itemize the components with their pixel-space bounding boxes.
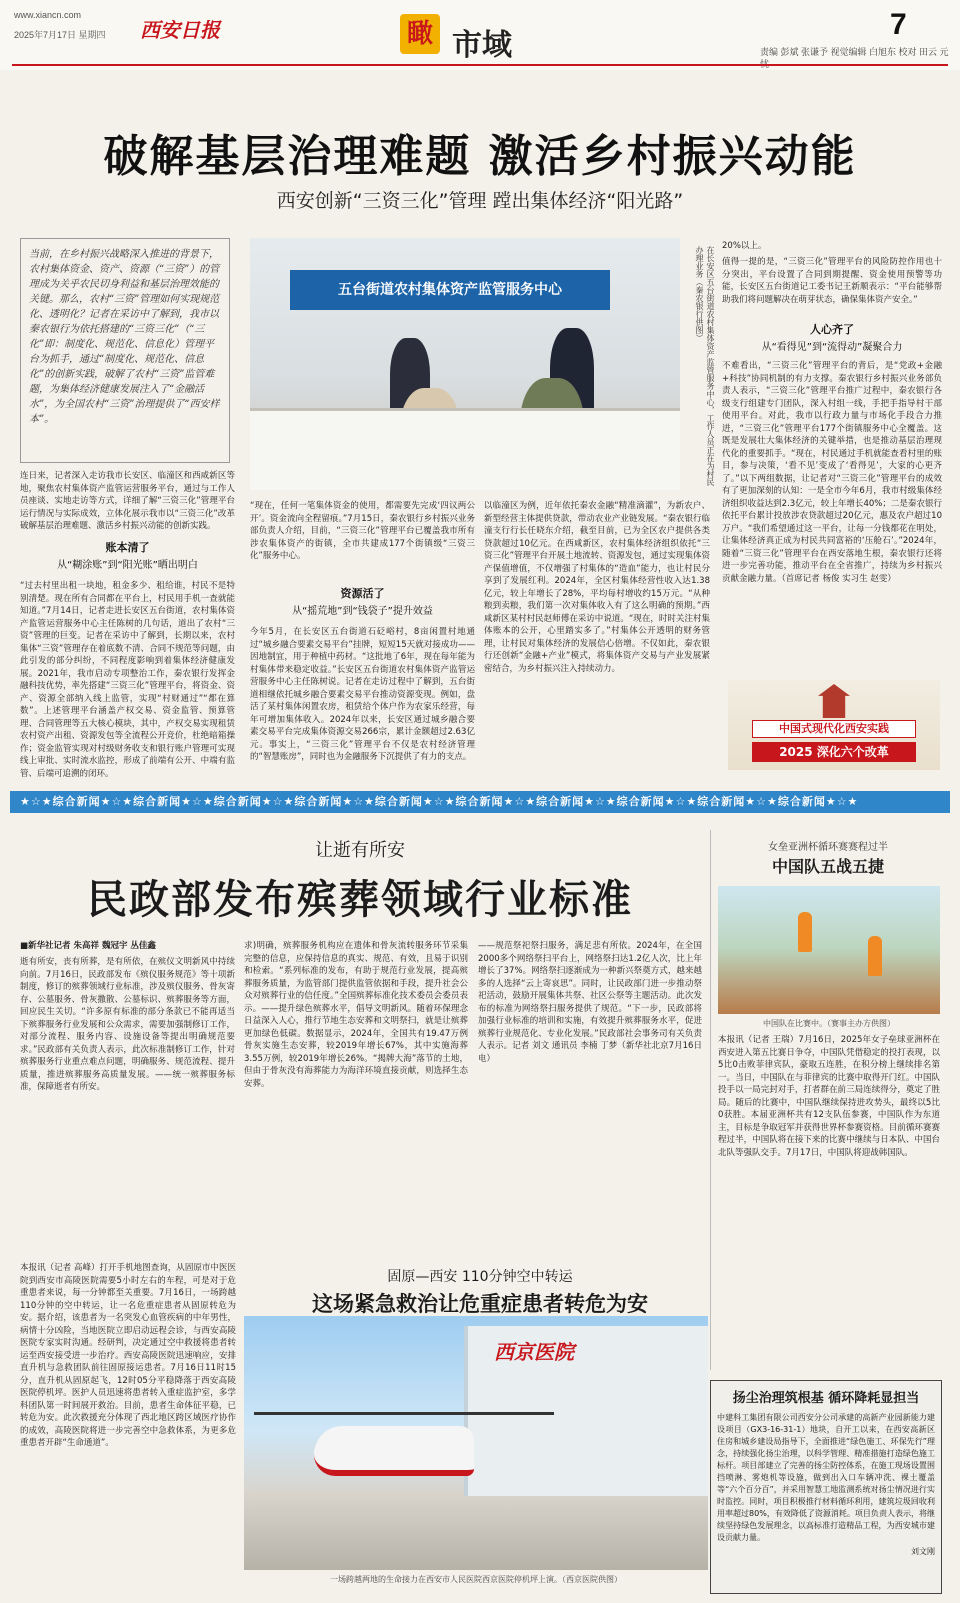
player-runner [868,936,882,976]
page-number: 7 [890,8,907,41]
player-batter [798,912,812,952]
story1-col2-body2: 今年5月，在长安区五台街道石砭峪村，8亩闲置村地通过“城乡融合要素交易平台”挂牌，短短15天就对接成功——因地制宜，用于种植中药材。“这批地了6年，现在每年能为村集体带来稳定收益。”长安区五台街道农村集体资产监管运营服务中心主任陈树说。记者在走访过程中了解到，五台街道相继依托城乡融合要素交易平台推动资源变现。例如，盘活了某村集体闲置农房，租赁给个体户作为农家乐经营，每年可增加集体收入。2024年以来，长安区通过城乡融合要素交易平台完成集体资源交易266宗，累计金额超过2.63亿元。事实上，“三资三化”管理平台不仅是农村经济管理的“智慧账房”，同时也为金融服务下沉提供了有力的支点。 [250,627,475,762]
story1-subhead-2 [250,586,475,617]
story3-body: 本报讯（记者 高峰）打开手机地图查询，从固原市中医医院到西安市高陵医院需要5小时左右的车程，可是对于危重患者来说，每一分钟都至关重要。7月16日，一场跨越110分钟的空中转运，让一名危重症患者从固原转危为安。据介绍，该患者为一名突发心血管疾病的中年男性，病情十分凶险，当地医院立即启动远程会诊，与西安高陵医院专家实时沟通。经研判，决定通过空中救援将患者转运至西安接受进一步治疗。西安高陵医院迅速响应，安排直升机与急救团队前往固原接运患者。7月16日11时15分，直升机从固原起飞，12时05分平稳降落于西安高陵医院停机坪。医护人员迅速将患者转入重症监护室，多学科团队第一时间展开救治。目前，患者生命体征平稳，已转危为安。此次救援充分体现了西北地区跨区域医疗协作的成效，高陵医院将进一步完善空中急救体系，为更多危重患者开辟“生命通道”。 [20,1263,236,1448]
paper-logo: 西安日报 [140,18,220,42]
story2-headline: 民政部发布殡葬领域行业标准 [87,877,633,923]
story2-byline: ■新华社记者 朱高祥 魏冠宇 丛佳鑫 [20,941,156,951]
helicopter-caption: 一场跨越两地的生命接力在西安市人民医院西京医院停机坪上演。（西京医院供图） [330,1575,622,1584]
softball-body: 本报讯（记者 王瑞）7月16日，2025年女子垒球亚洲杯在西安进入第五比赛日争夺，中国队凭借稳定的投打表现，以5比0击败菲律宾队，豪取五连胜，在积分榜上继续排名第一。当日，中国队在与菲律宾的比赛中取得开门红。中国队投手以一局完封对手，打者群在前三局连续得分，奠定了胜局。随后的比赛中，中国队继续保持进攻势头，最终以5比0获胜。本届亚洲杯共有12支队伍参赛，中国队作为东道主，目标是争取冠军并获得世界杯参赛资格。目前循环赛赛程过半，中国队将在接下来的比赛中继续与日本队、中国台北队等强队交手。7月17日，中国队将迎战韩国队。 [718,1035,940,1158]
helicopter-photo [244,1316,708,1570]
story2-col2: 求)明确，殡葬服务机构应在遗体和骨灰流转服务环节采集完整的信息，应保持信息的真实、规范、有效，且易于识别和检索。“系列标准的发布，有助于规范行业发展，提高殡葬服务质量，为监管部门提供监管依据和手段，提升社会公众对殡葬行业的信任度。”全国殡葬标准化技术委员会委员表示。——提升绿色殡葬水平，倡导文明新风。随着环保理念日益深入人心，推行节地生态安葬和文明祭扫，就是让殡葬更加绿色低碳。数据显示，2024年，全国共有19.47万例骨灰实施生态安葬，较2019年增长67%，其中实施海葬3.55万例，较2019年增长26%。“揭牌大海”落节的土地，但由于骨灰没有海葬能力为海洋环境直接贡献，则选择生态安葬。 [244,941,468,1089]
story1-headline: 破解基层治理难题 激活乡村振兴动能 [103,131,857,182]
subhead-line: 从“摇荒地”到“钱袋子”提升效益 [292,606,433,617]
story1-col1-intro: 连日来，记者深入走访我市长安区、临潼区和西咸新区等地，聚焦农村集体资产监管运营服务平台，通过与工作人员座谈、实地走访等方式，详细了解“三资三化”管理平台运行情况与实际成效，立体化展示我市以“三资三化”改革破解基层治理难题、激活乡村振兴动能的创新实践。 [20,471,235,531]
story1-col2-body: “现在，任何一笔集体资金的使用，都需要先完成‘四议两公开’。资金流向全程留痕。”7月15日，秦农银行乡村振兴业务部负责人介绍，目前，“三资三化”管理平台已覆盖我市所有涉农集体资产的街镇，全市共建成177个街镇级“三资三化”服务中心。 [250,501,475,561]
story1-photo [250,238,680,490]
section-title: 市域 [452,28,512,63]
helicopter-rotor [254,1412,554,1415]
softball-kicker: 女垒亚洲杯循环赛赛程过半 [768,842,888,853]
story1-photo-caption: 在长安区五台街道农村集体资产监管服务中心，工作人员正在为村民办理业务（秦农银行供图） [695,246,715,486]
story1-lead-box: 当前，在乡村振兴战略深入推进的背景下，农村集体资金、资产、资源（“三资”）的管理成为关乎农民切身利益和基层治理效能的关键。那么，农村“三资”管理如何实现规范化、透明化？记者在采访中了解到，我市以秦农银行为依托搭建的“三资三化”（“三化”即：制度化、规范化、信息化）管理平台为抓手，通过“制度化、规范化、信息化”的创新实践，破解了农村“三资”监管难题，为集体经济健康发展注入了“金融活水”，为全国农村“三资”治理提供了“西安样本”。 [20,238,230,463]
site-url[interactable]: www.xiancn.com [14,10,82,20]
story1-subhead-3 [722,322,942,353]
promo-top-label: 中国式现代化西安实践 [752,720,916,738]
service-counter [250,408,680,490]
helicopter [314,1426,474,1476]
story2-col1: 逝有所安，丧有所葬，是有所依，在殡仪文明新风中持续向前。7月16日，民政部发布《殡仪服务规范》等十项新制度，修订的殡葬领域行业标准，涉及殡仪服务、骨灰寄存、公墓服务、骨灰撒散、公墓标识、殡葬服务等方面，回应民生关切。“许多原有标准的部分条款已不能再适当下殡葬服务行业发展和公众需求，需要加强制修订工作，对部分流程、服务内容、设施设备等提出明确规范要求。”民政部有关负责人表示，此次标准制修订工作，针对殡葬服务行业重点难点问题，明确服务、规范流程、提升质量，推进殡葬服务高质量发展。——统一殡葬服务标准，保障逝者有所安。 [20,957,235,1092]
box-body: 中建科工集团有限公司西安分公司承建的高新产业园新能力建设项目（GX3-16-31-1）地块，自开工以来，在西安高新区住房和城乡建设局指导下，全面推进“绿色施工、环保先行”理念，持续强化扬尘治理，以科学管理、精准措施打造绿色施工标杆。项目部建立了完善的扬尘防控体系，在施工现场设置围挡喷淋、雾炮机等设施，做到出入口车辆冲洗、裸土覆盖等“六个百分百”，并采用智慧工地监测系统对扬尘情况进行实时监控。同时，项目积极推行材料循环利用，建筑垃圾回收利用率超过80%，有效降低了资源消耗。项目负责人表示，将继续坚持绿色发展理念，以高标准打造精品工程，为西安城市建设贡献力量。 [717,1413,935,1542]
subhead-title: 账本清了 [105,541,150,554]
story2-col3: ——规范祭祀祭扫服务，满足悲有所依。2024年，在全国2000多个网络祭扫平台上，网络祭扫达1.2亿人次，比上年增长了37%。网络祭扫逐渐成为一种新兴祭奠方式，越来越多的人选择“云上寄哀思”。同时，让民政部门进一步推动祭祀活动，鼓励开展集体共祭、社区公祭等主题活动。此次发布的标准为网络祭扫服务提供了规范。“下一步，民政部将加强行业标准的培训和实施，有效提升殡葬服务水平，促进殡葬行业规范化、专业化发展。”民政部社会事务司有关负责人表示。记者 刘文 通讯员 李楠 丁梦（新华社北京7月16日电） [478,941,702,1064]
dust-control-box [710,1380,942,1594]
story1-col4-body: 不难看出，“三资三化”管理平台的背后，是“党政+金融+科技”协同机制的有力支撑。秦农银行乡村振兴业务部负责人表示，“三资三化”管理平台推广过程中，秦农银行各级支行组建专门团队，深入村组一线，手把手指导村干部使用平台。对此，我市以行政力量与市场化手段合力推进，“三资三化”管理平台177个街镇服务中心全覆盖。这既是发展壮大集体经济的关键举措，也是推动基层治理现代化的重要抓手。“现在，村民通过手机就能查看村里的账目，参与决策，‘看不见’变成了‘看得见’，大家的心更齐了。”以下两组数据，让记者对“三资三化”管理平台的成效有了更加深刻的认知：一是全市今年6月，我市村级集体经济组织收益达到2.3亿元，较上年增长40%；二是秦农银行依托平台累计投放涉农贷款超过20亿元，惠及农户超过10万户。“我们希望通过这一平台，让每一分钱都花在明处，让集体经济真正成为村民共同富裕的‘压舱石’。”2024年，随着“三资三化”管理平台在西安落地生根，秦农银行还将进一步完善功能，推动平台在全省推广，持续为乡村振兴贡献金融力量。（首席记者 杨俊 实习生 赵雯） [722,361,942,584]
hospital-sign: 西京医院 [494,1340,574,1364]
story1-col4-top: 20%以上。 [722,241,767,251]
section-banner: ★☆★综合新闻★☆★综合新闻★☆★综合新闻★☆★综合新闻★☆★综合新闻★☆★综合新闻★☆★综合新闻★☆★综合新闻★☆★综合新闻★☆★综合新闻★☆★ [10,791,950,813]
story2-kicker: 让逝有所安 [315,840,405,861]
story1-col1-body: “过去村里出租一块地，租金多少、租给谁，村民不是特别清楚。现在所有合同都在平台上，村民用手机一查就能知道。”7月14日，记者走进长安区五台街道，农村集体资产监管运营服务中心主任陈树的几句话，道出了农村“三资”管理的巨变。记者在采访中了解到，长期以来，农村集体“三资”管理存在着底数不清、合同不规范等问题，由此引发的部分纠纷，不同程度影响到着集体经济健康发展。2021年，我市启动专项整治工作，秦农银行发挥金融科技优势，率先搭建“三资三化”管理平台，将资金、资产、资源全部纳入线上监管，实现“村财通过”“都在算数”。上述管理平台涵盖产权交易、资金监管、预算管理、合同管理等五大核心模块，其中，产权交易实现租赁农村资产出租、资源发包等全流程公开竞价，杜绝暗箱操作；资金监管实现对村级财务收支和银行账户管理可实现线上审批、实时流水监控，形成了前端有公开、中端有监管、后端可追溯的闭环。 [20,581,235,779]
subhead-line: 从“糊涂账”到“阳光账”晒出明白 [57,560,198,571]
reform-promo [728,680,940,770]
masthead [0,0,960,70]
subhead-title: 人心齐了 [810,323,854,336]
box-headline: 扬尘治理筑根基 循环降耗显担当 [732,1391,920,1406]
editor-credits: 责编 彭斌 张谦予 视觉编辑 白旭东 校对 田云 元 [760,47,949,57]
softball-headline: 中国队五战五捷 [771,857,884,876]
subhead-line: 从“看得见”到“流得动”凝聚合力 [761,342,903,353]
section-icon: 瞰 [400,14,440,54]
masthead-rule [12,64,948,66]
story1-col3-body: 以临潼区为例，近年依托秦农金融“精准滴灌”，为新农户、新型经营主体提供贷款，带动农业产业链发展。“秦农银行临潼支行行长任晓东介绍，截至目前，已为全区农户提供各类贷款超过10亿元。在西咸新区，农村集体经济组织依托“三资三化”管理平台开展土地流转、资源发包，通过实现集体资产保值增值，不仅增强了村集体的“造血”能力，也让村民分享到了发展红利。2024年，全区村集体经营性收入达1.38亿元，较上年增长了28%，平均每村增收约15万元。“从种粮到卖粮，我们第一次对集体收入有了这么明确的预期。”西咸新区某村村民赵师傅在采访中说道。“现在，时时关注村集体账本的公开，心里踏实多了。”村集体公开透明的财务管理，让村民对集体经济的发展信心倍增。不仅如此，秦农银行还创新“金融+产业”模式，将集体资产交易与产业发展紧密结合，为乡村振兴注入持续动力。 [484,501,710,674]
story1-col4-intro: 值得一提的是，“三资三化”管理平台的风险防控作用也十分突出，平台设置了合同到期提醒、资金使用预警等功能，长安区五台街道记工委书记王新顺表示：“平台能够帮助我们将问题解决在萌芽状态，确保集体资产安全。” [722,257,942,305]
subhead-title: 资源活了 [340,587,385,600]
bell-tower-icon [818,684,850,718]
story3-kicker: 固原—西安 110分钟空中转运 [387,1269,573,1285]
box-signature: 刘文刚 [911,1547,935,1556]
promo-bottom-label: 2025 深化六个改革 [752,742,916,762]
story1-subheadline: 西安创新“三资三化”管理 蹚出集体经济“阳光路” [276,190,684,212]
story3-headline: 这场紧急救治让危重症患者转危为安 [312,1292,648,1316]
softball-photo [718,886,940,1014]
softball-caption: 中国队在比赛中。（赛事主办方供图） [763,1019,895,1028]
story1-subhead-1 [20,540,235,571]
photo-sign: 五台街道农村集体资产监管服务中心 [290,270,610,310]
issue-date: 2025年7月17日 星期四 [14,30,106,40]
